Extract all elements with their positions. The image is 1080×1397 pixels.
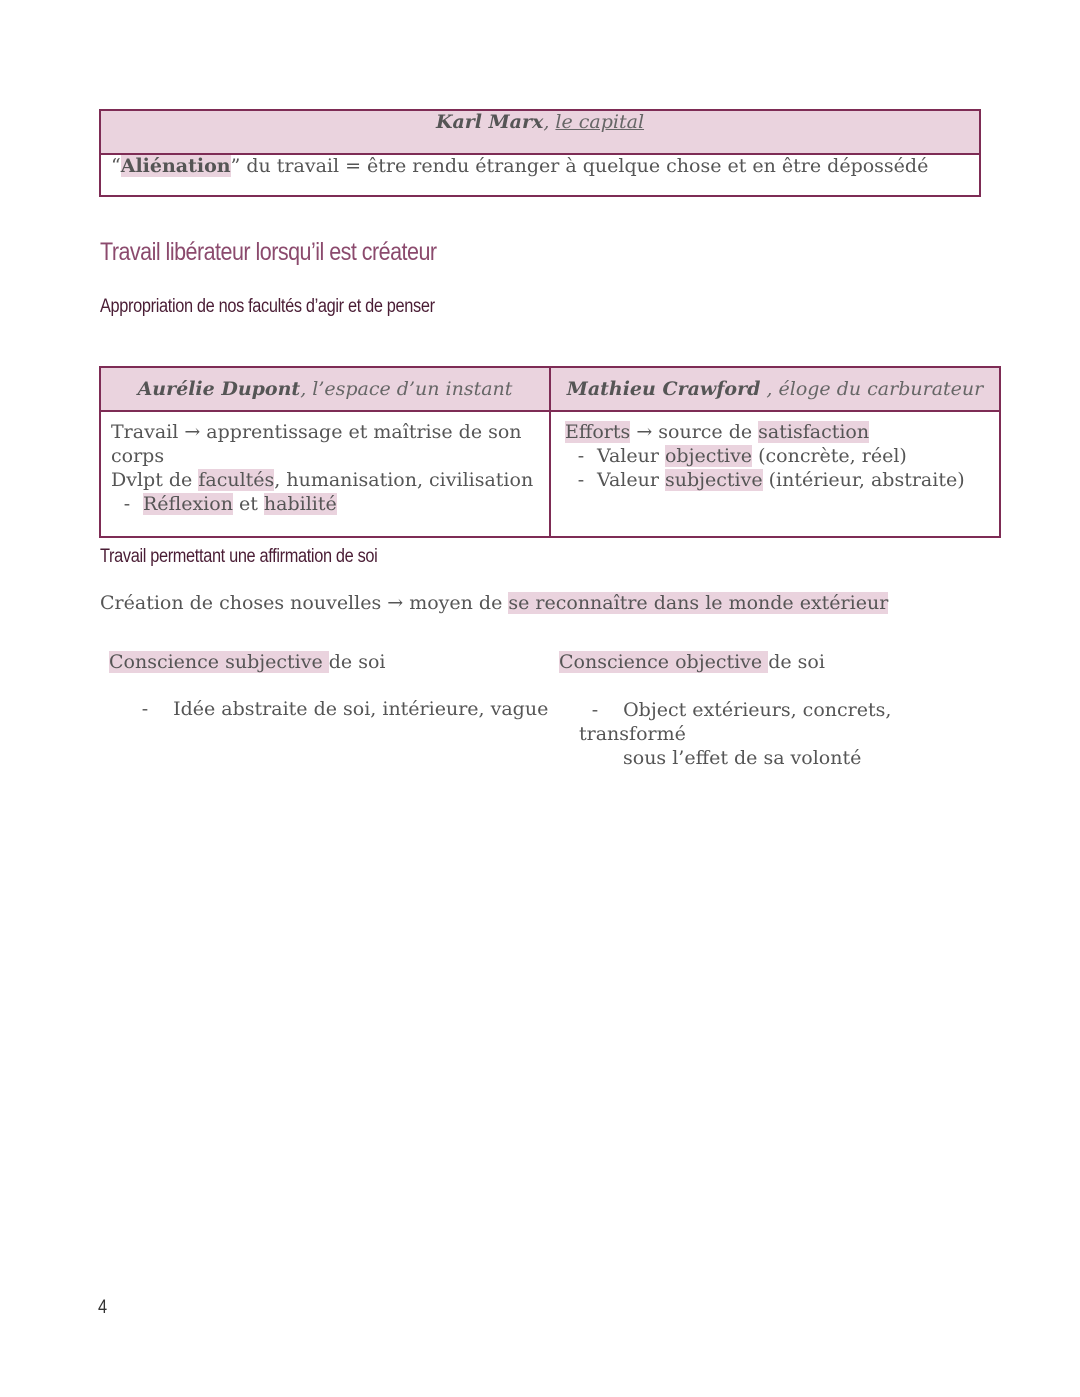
dupont-header — [100, 367, 550, 411]
highlight-facultes: facultés — [198, 469, 275, 491]
marx-table — [99, 109, 981, 197]
crawford-bullet-2: - Valeur subjective (intérieur, abstraite) — [577, 469, 965, 491]
marx-sep: , — [543, 111, 556, 133]
marx-author: Karl Marx — [435, 111, 544, 133]
objective-conscience-title: Conscience objective de soi — [559, 651, 825, 673]
crawford-work: , éloge du carburateur — [760, 378, 984, 400]
highlight-objective: objective — [664, 445, 753, 467]
objective-bullet: - Object extérieurs, concrets, transformé sous l’effet de sa volonté — [579, 698, 999, 770]
highlight-se-reconnaitre: se reconnaître dans le monde extérieur — [508, 592, 889, 614]
objective-item-line2: sous l’effet de sa volonté — [623, 747, 862, 769]
marx-definition-text: du travail = être rendu étranger à quelque chose et en être dépossédé — [240, 155, 929, 177]
marx-header — [100, 110, 980, 154]
dupont-author: Aurélie Dupont — [137, 378, 301, 400]
dupont-line2: Dvlpt de facultés, humanisation, civilisation — [111, 469, 534, 491]
dupont-body — [100, 411, 550, 537]
dupont-line1: Travail → apprentissage et maîtrise de son corps — [111, 421, 522, 467]
section-title: Travail libérateur lorsqu’il est créateur — [100, 238, 437, 266]
creation-line: Création de choses nouvelles → moyen de se reconnaître dans le monde extérieur — [100, 592, 889, 614]
crawford-header — [550, 367, 1000, 411]
subjective-item: Idée abstraite de soi, intérieure, vague — [173, 698, 549, 720]
highlight-subjective: subjective — [664, 469, 763, 491]
highlight-satisfaction: satisfaction — [758, 421, 870, 443]
page-number: 4 — [98, 1297, 108, 1318]
quote-close: ” — [230, 155, 241, 177]
subjective-bullet: - Idée abstraite de soi, intérieure, vague — [141, 698, 549, 720]
subjective-conscience-title: Conscience subjective de soi — [109, 651, 386, 673]
highlight-conscience-objective: Conscience objective — [559, 651, 769, 673]
marx-work: le capital — [555, 111, 645, 133]
crawford-author: Mathieu Crawford — [566, 378, 761, 400]
crawford-bullet-1: - Valeur objective (concrète, réel) — [577, 445, 907, 467]
objective-item-line1: Object extérieurs, concrets, transformé — [579, 699, 892, 745]
dupont-bullet: - Réflexion et habilité — [123, 493, 337, 515]
crawford-body — [550, 411, 1000, 537]
quote-open: “ — [111, 155, 121, 177]
subheading-appropriation: Appropriation de nos facultés d’agir et de penser — [100, 296, 435, 317]
dupont-crawford-table — [99, 366, 1001, 538]
subheading-affirmation: Travail permettant une affirmation de soi — [100, 546, 378, 567]
highlight-conscience-subjective: Conscience subjective — [109, 651, 329, 673]
alienation-term: Aliénation — [120, 155, 231, 177]
highlight-reflexion: Réflexion — [143, 493, 233, 515]
marx-definition — [100, 154, 980, 196]
crawford-line1: Efforts → source de satisfaction — [565, 421, 870, 443]
dupont-work: , l’espace d’un instant — [300, 378, 513, 400]
highlight-habilite: habilité — [263, 493, 337, 515]
highlight-efforts: Efforts — [565, 421, 631, 443]
